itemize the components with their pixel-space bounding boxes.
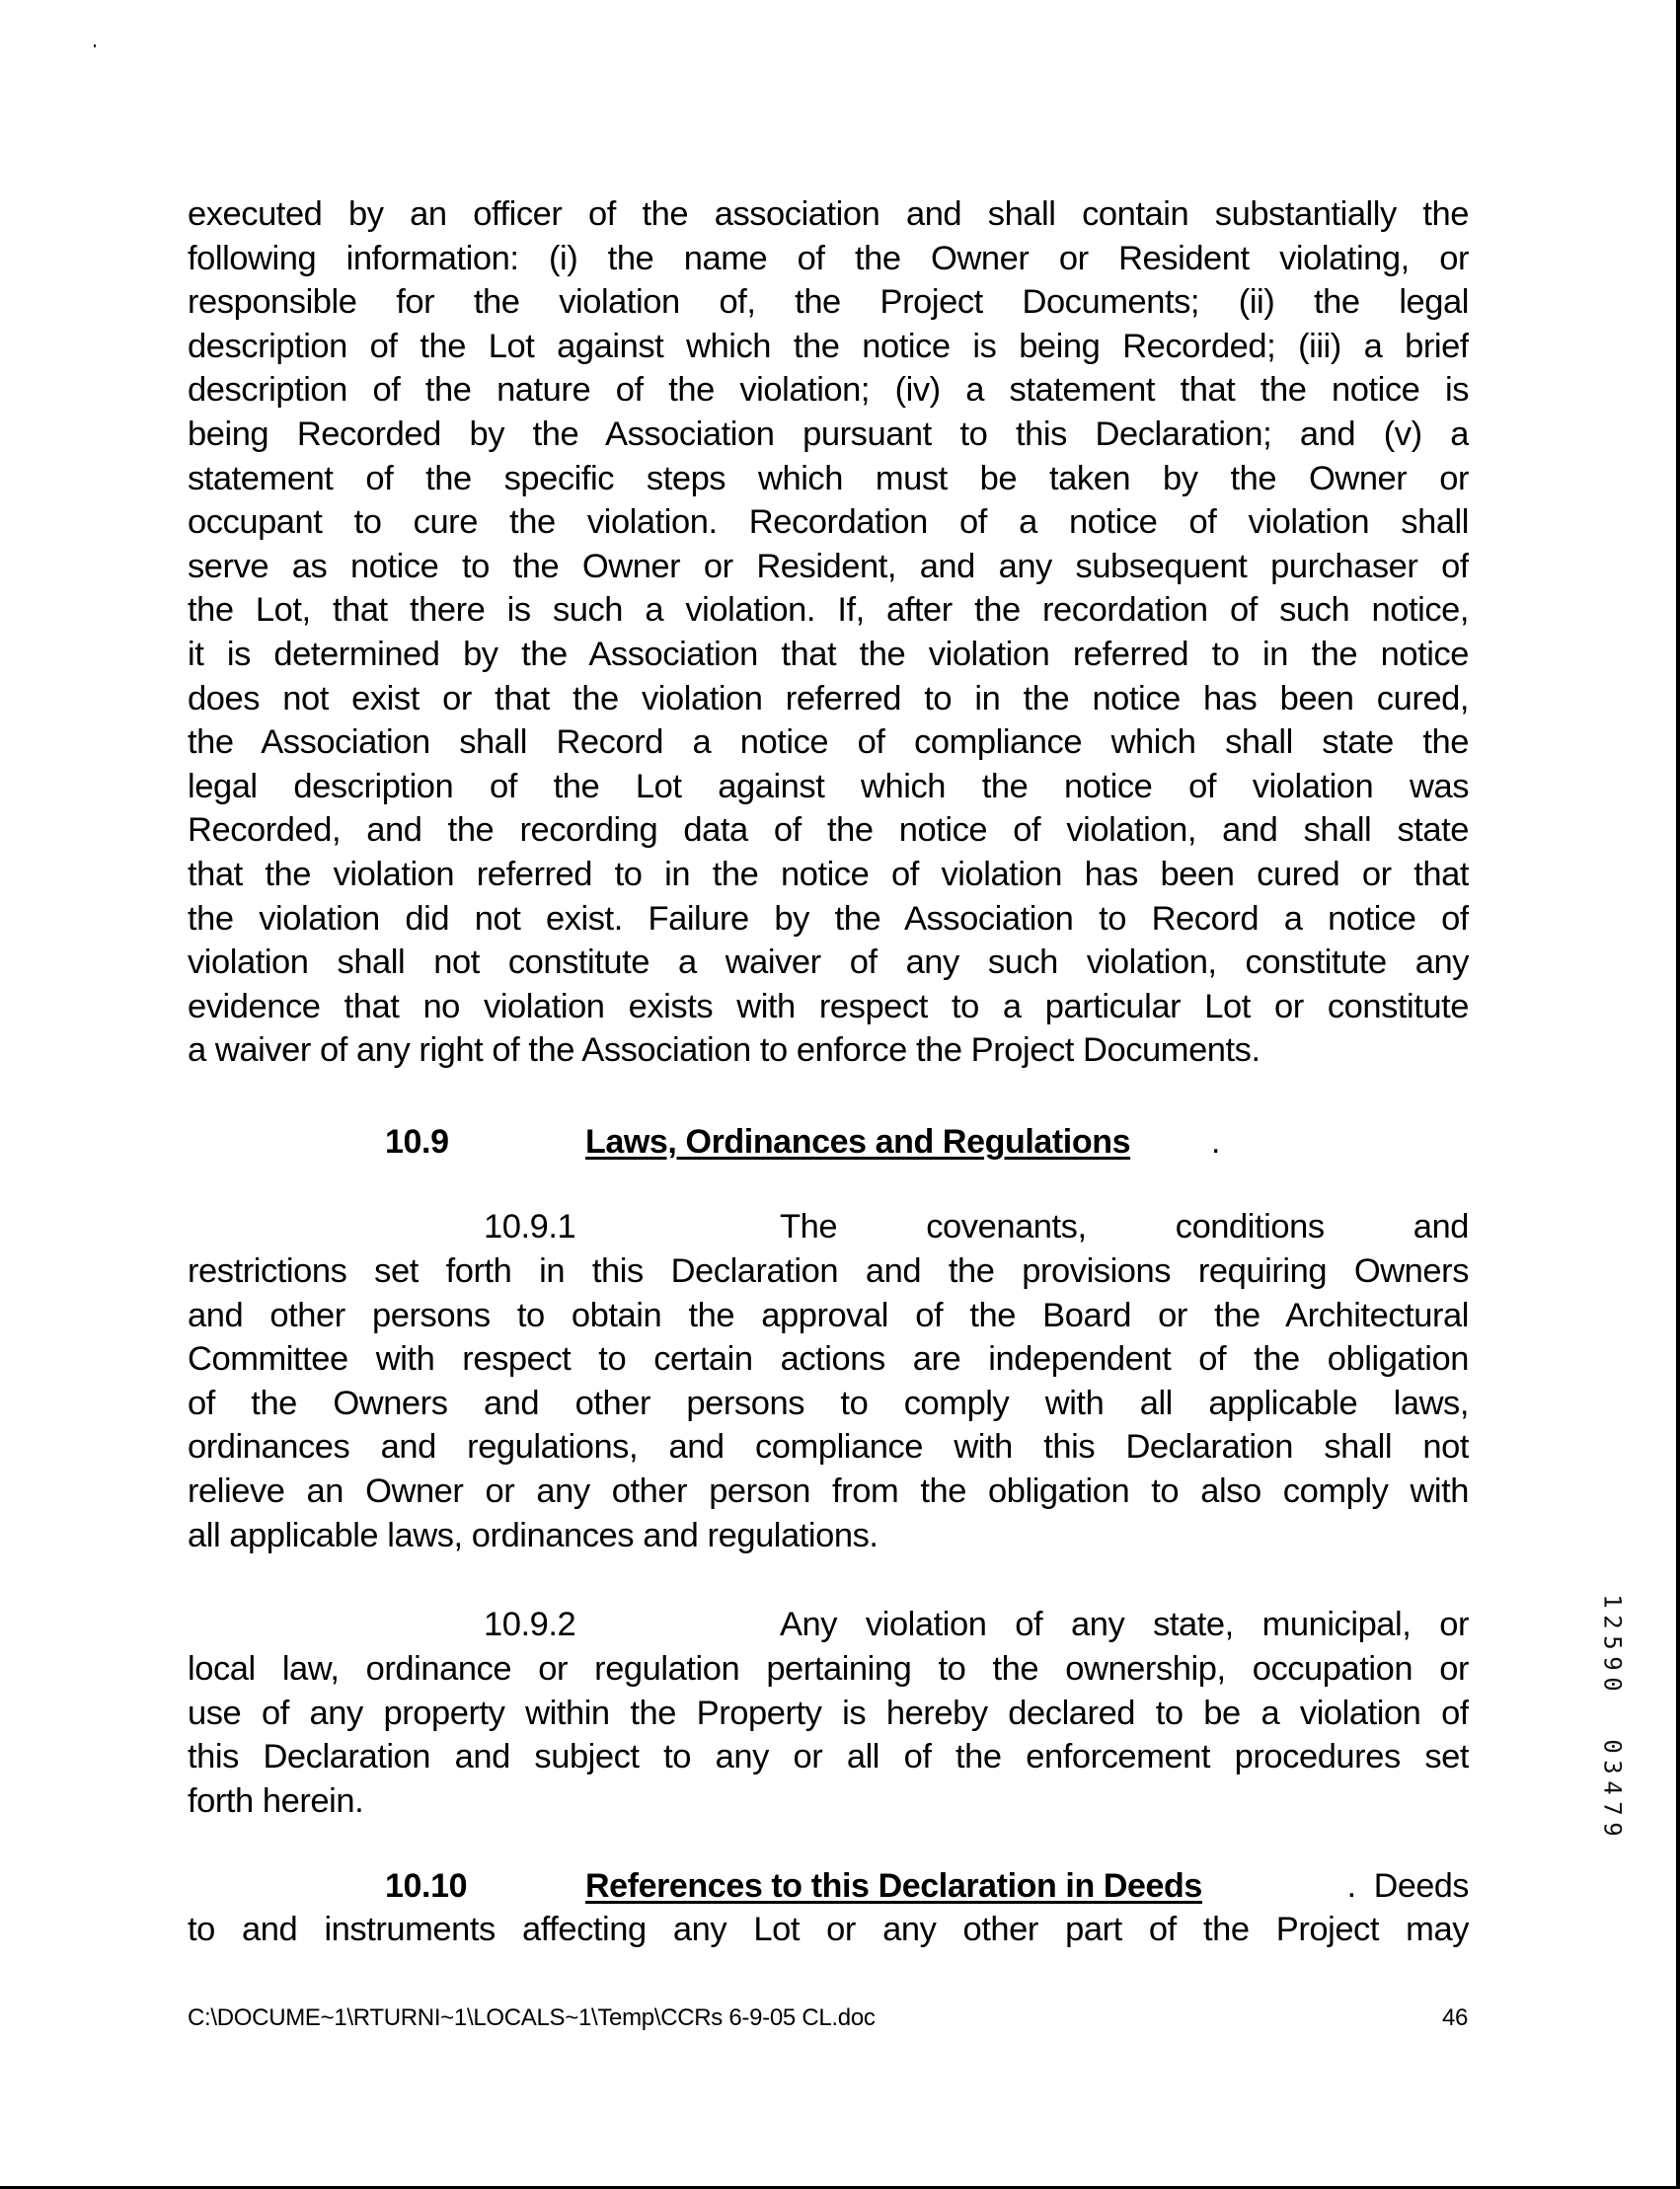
recording-stamp xyxy=(1597,1591,1627,1840)
text-line: responsible for the violation of, the Project Documents; (ii) the legal xyxy=(188,283,1469,322)
section-first-line-rest xyxy=(1321,1863,1469,1909)
text-line: serve as notice to the Owner or Resident, and any subsequent purchaser of xyxy=(188,547,1469,585)
stamp-digit: 7 xyxy=(1598,1801,1627,1816)
text-line: description of the nature of the violation; (iv) a statement that the notice is xyxy=(188,371,1469,410)
section-heading-10-10 xyxy=(0,1863,1680,1909)
section-number: 10.9 xyxy=(385,1123,449,1161)
text-line: relieve an Owner or any other person from the obligation to also comply with xyxy=(188,1472,1469,1510)
subsection-number: 10.9.1 xyxy=(484,1208,576,1245)
text-line: of the Owners and other persons to comply with all applicable laws, xyxy=(188,1384,1469,1422)
text-line: being Recorded by the Association pursuant to this Declaration; and (v) a xyxy=(188,415,1469,453)
text-line: ordinances and regulations, and compliance with this Declaration shall not xyxy=(188,1428,1469,1467)
text-line: all applicable laws, ordinances and regulations. xyxy=(188,1516,878,1554)
text-line: evidence that no violation exists with respect to a particular Lot or constitute xyxy=(188,987,1469,1025)
text-line: executed by an officer of the association and shall contain substantially the xyxy=(188,195,1469,233)
text-line: forth herein. xyxy=(188,1781,364,1820)
text-line: violation shall not constitute a waiver of any such violation, constitute any xyxy=(188,944,1469,982)
text-line: local law, ordinance or regulation pertaining to the ownership, occupation or xyxy=(188,1650,1469,1688)
stamp-gap xyxy=(1591,1700,1633,1730)
section-title: References to this Declaration in Deeds xyxy=(585,1867,1202,1905)
text-line: statement of the specific steps which must be taken by the Owner or xyxy=(188,459,1469,497)
subsection-first-line-text: The covenants, conditions and xyxy=(780,1208,1469,1245)
section-title-period: . xyxy=(1346,1867,1356,1905)
section-10-10-body xyxy=(188,1908,1469,1952)
stamp-digit: 5 xyxy=(1598,1635,1627,1650)
text-line: Recorded, and the recording data of the notice of violation, and shall state xyxy=(188,811,1469,850)
text-line: use of any property within the Property is hereby declared to be a violation of xyxy=(188,1694,1469,1732)
text-line: legal description of the Lot against which the notice of violation was xyxy=(188,767,1469,805)
stamp-digit: 9 xyxy=(1598,1822,1627,1837)
subsection-10-9-1-body xyxy=(188,1249,1469,1557)
text-line: to and instruments affecting any Lot or any other part of the Project may xyxy=(188,1911,1469,1948)
text-line: the Lot, that there is such a violation. If, after the recordation of such notice, xyxy=(188,591,1469,630)
text-line: that the violation referred to in the notice of violation has been cured or that xyxy=(188,855,1469,893)
stamp-digit: 9 xyxy=(1598,1656,1627,1671)
section-first-word: Deeds xyxy=(1373,1867,1469,1905)
subsection-10-9-1-first-line xyxy=(0,1205,1680,1249)
scan-speck xyxy=(94,44,96,47)
text-line: a waiver of any right of the Association to enforce the Project Documents. xyxy=(188,1031,1260,1070)
text-line: does not exist or that the violation referred to in the notice has been cured, xyxy=(188,679,1469,717)
footer-file-path: C:\DOCUME~1\RTURNI~1\LOCALS~1\Temp\CCRs 6-9-05 CL.doc xyxy=(188,2004,876,2031)
stamp-digit: 1 xyxy=(1598,1594,1627,1609)
text-line: it is determined by the Association that the violation referred to in the notice xyxy=(188,635,1469,673)
stamp-digit: 0 xyxy=(1598,1677,1627,1692)
text-line: Committee with respect to certain actions are independent of the obligation xyxy=(188,1340,1469,1379)
subsection-10-9-2-first-line xyxy=(0,1603,1680,1647)
text-line: the violation did not exist. Failure by the Association to Record a notice of xyxy=(188,899,1469,938)
section-heading-10-9 xyxy=(0,1119,1680,1165)
section-title-period: . xyxy=(1211,1123,1221,1161)
subsection-10-9-2-body xyxy=(188,1647,1469,1823)
scan-border-right xyxy=(1676,0,1680,2189)
subsection-number: 10.9.2 xyxy=(484,1606,576,1643)
text-line: and other persons to obtain the approval of the Board or the Architectural xyxy=(188,1296,1469,1334)
text-line: following information: (i) the name of the Owner or Resident violating, or xyxy=(188,239,1469,277)
stamp-digit: 2 xyxy=(1598,1615,1627,1629)
stamp-digit: 0 xyxy=(1598,1739,1627,1754)
text-line: occupant to cure the violation. Recordation of a notice of violation shall xyxy=(188,503,1469,542)
section-number: 10.10 xyxy=(385,1867,468,1905)
footer-page-number: 46 xyxy=(1442,2004,1469,2031)
paragraph-notice-of-violation xyxy=(188,192,1469,1073)
stamp-digit: 4 xyxy=(1598,1780,1627,1795)
text-line: restrictions set forth in this Declaration and the provisions requiring Owners xyxy=(188,1252,1469,1290)
stamp-digit: 3 xyxy=(1598,1760,1627,1774)
text-line: description of the Lot against which the notice is being Recorded; (iii) a brief xyxy=(188,327,1469,365)
text-line: this Declaration and subject to any or all of the enforcement procedures set xyxy=(188,1738,1469,1776)
text-line: the Association shall Record a notice of compliance which shall state the xyxy=(188,723,1469,762)
subsection-first-line-text: Any violation of any state, municipal, or xyxy=(780,1606,1469,1643)
section-title: Laws, Ordinances and Regulations xyxy=(585,1123,1131,1161)
